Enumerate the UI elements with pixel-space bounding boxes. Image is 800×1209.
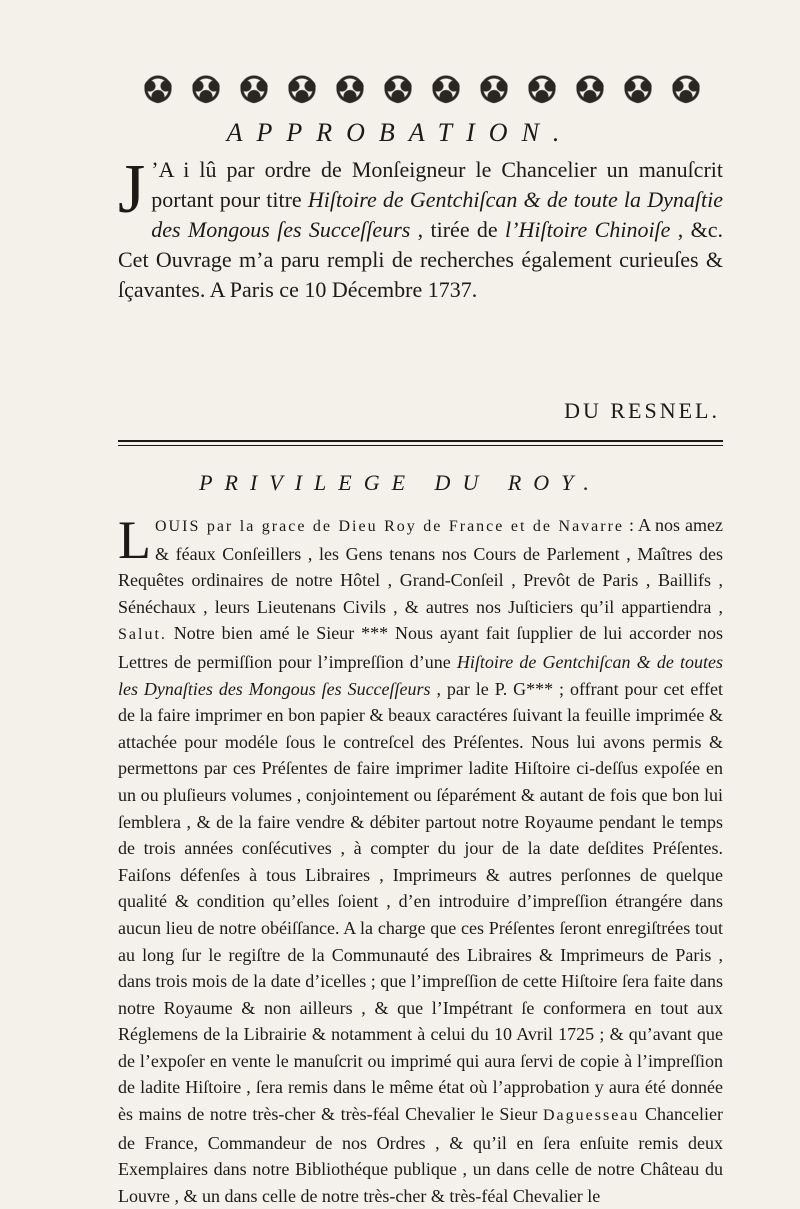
approbation-text-1: ’A i lû par ordre de Monſeigneur le Chancelier un manuſcrit portant pour titre [151,157,723,212]
privilege-text-4: Chancelier de France, Commandeur de nos Ordres , & qu’il en ſera enſuite remis deux Exemplaires dans notre Bibliothéque publique , un dans celle de notre Château du Louvre , & un dans celle de notre très-cher & très-féal Chevalier le [118,1104,723,1206]
ornament-icon [378,74,418,104]
section-divider [118,440,723,446]
approbation-text-3: , &c. Cet Ouvrage m’a paru rempli de recherches également curieuſes & ſçavantes. A Paris ce 10 Décembre 1737. [118,217,723,302]
ornament-icon [330,74,370,104]
privilege-salut: Salut. [118,626,167,644]
ornament-icon [282,74,322,104]
privilege-chancellor-name: Daguesseau [542,1107,640,1125]
privilege-paragraph [118,512,723,1209]
approbation-signature: DU RESNEL. [564,398,720,423]
approbation-heading: APPROBATION. [226,118,574,147]
drop-capital: L [118,510,151,570]
approbation-text-2: , tirée de [410,217,506,242]
privilege-text-2: Notre bien amé le Sieur *** Nous ayant fait ſupplier de lui accorder nos Lettres de permiſſion pour l’impreſſion d’une [118,623,723,672]
ornament-icon [618,74,658,104]
privilege-opening: OUIS par la grace de Dieu Roy de France et de Navarre [155,518,625,535]
ornament-icon [474,74,514,104]
ornament-icon [234,74,274,104]
ornament-icon [426,74,466,104]
privilege-heading: PRIVILEGE DU ROY. [199,470,601,495]
approbation-source-title: l’Hiſtoire Chinoiſe [505,217,671,242]
ornament-icon [138,74,178,104]
privilege-text-3: , par le P. G*** ; offrant pour cet effet de la faire imprimer en bon papier & beaux caractéres ſuivant la feuille imprimée & attachée pour modéle ſous le contreſcel des Préſentes. Nous lui avons permis & permettons par ces Préſentes de faire imprimer ladite Hiſtoire ci-deſſus expoſée en un ou pluſieurs volumes , conjointement ou ſéparément & autant de fois que bon lui ſemblera , & de la faire vendre & débiter partout notre Royaume pendant le temps de trois années conſécutives , à compter du jour de la date deſdites Préſentes. Faiſons défenſes à tous Libraires , Imprimeurs & autres perſonnes de quelque qualité & condition qu’elles ſoient , d’en introduire d’impreſſion étrangére dans aucun lieu de notre obéiſſance. A la charge que ces Préſentes ſeront enregiſtrées tout au long ſur le regiſtre de la Communauté des Libraires & Imprimeurs de Paris , dans trois mois de la date d’icelles ; que l’impreſſion de cette Hiſtoire ſera faite dans notre Royaume & non ailleurs , & que l’Impétrant ſe conformera en tout aux Réglemens de la Librairie & notamment à celui du 10 Avril 1725 ; & qu’avant que de l’expoſer en vente le manuſcrit ou imprimé qui aura ſervi de copie à l’impreſſion de ladite Hiſtoire , ſera remis dans le même état où l’approbation y aura été donnée ès mains de notre très-cher & très-féal Chevalier le Sieur [118,678,723,1125]
approbation-book-title: Hiſtoire de Gentchiſcan & de toute la Dynaſtie des Mongous ſes Succeſſeurs [151,187,723,242]
approbation-paragraph [118,151,723,305]
ornament-icon [666,74,706,104]
privilege-text-1: : A nos amez & féaux Conſeillers , les Gens tenans nos Cours de Parlement , Maîtres des Requêtes ordinaires de notre Hôtel , Grand-Conſeil , Prevôt de Paris , Baillifs , Sénéchaux , leurs Lieutenans Civils , & autres nos Juſticiers qu’il appartiendra , [118,515,723,617]
drop-capital: J [118,151,146,228]
ornament-icon [570,74,610,104]
privilege-book-title: Hiſtoire de Gentchiſcan & de toutes les Dynaſties des Mongous ſes Succeſſeurs [118,651,723,699]
ornament-icon [522,74,562,104]
ornament-icon [186,74,226,104]
decorative-ornament-band [138,72,706,106]
